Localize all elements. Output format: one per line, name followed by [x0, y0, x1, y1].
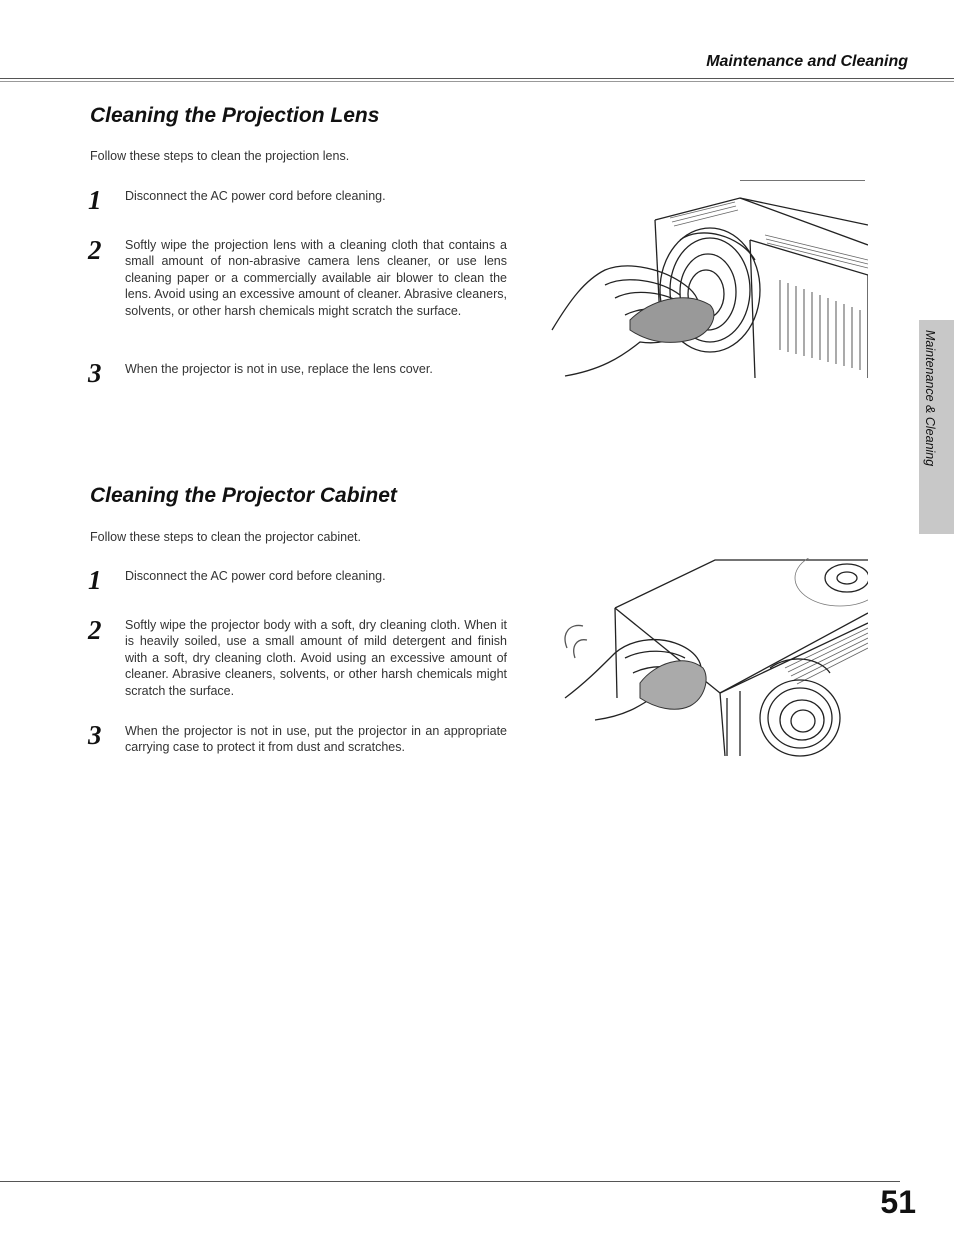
footer-rule — [0, 1181, 900, 1182]
cabinet-step-1-text: Disconnect the AC power cord before cleaning. — [125, 569, 386, 583]
running-header: Maintenance and Cleaning — [706, 53, 908, 70]
cabinet-section-intro: Follow these steps to clean the projector cabinet. — [90, 530, 361, 544]
lens-step-1-text: Disconnect the AC power cord before cleaning. — [125, 189, 386, 203]
cabinet-step-2-text: Softly wipe the projector body with a soft, dry cleaning cloth. When it is heavily soiled, use a small amount of mild detergent and finish with a soft, dry cleaning cloth. Avoid using an excessive amount of cleaner. Abrasive cleaners, solvents, or other harsh chemicals might scratch the surface. — [125, 618, 507, 698]
chapter-side-tab — [919, 320, 954, 534]
header-rule — [0, 78, 954, 79]
cabinet-step-1-number: 1 — [88, 565, 102, 595]
lens-section-title: Cleaning the Projection Lens — [90, 104, 380, 127]
cabinet-step-2-number: 2 — [88, 615, 102, 645]
header-rule-thin — [0, 81, 954, 82]
cabinet-cleaning-illustration — [555, 558, 868, 758]
lens-step-3-number: 3 — [88, 358, 102, 388]
cabinet-section-title: Cleaning the Projector Cabinet — [90, 484, 397, 507]
page-number: 51 — [880, 1184, 916, 1220]
lens-cleaning-illustration — [550, 180, 868, 378]
lens-step-3-text: When the projector is not in use, replace the lens cover. — [125, 362, 433, 376]
cabinet-step-3-number: 3 — [88, 720, 102, 750]
chapter-side-tab-label: Maintenance & Cleaning — [923, 330, 937, 467]
lens-step-1-number: 1 — [88, 185, 102, 215]
lens-step-2-number: 2 — [88, 235, 102, 265]
cabinet-step-3-text: When the projector is not in use, put the projector in an appropriate carrying case to protect it from dust and scratches. — [125, 724, 507, 755]
lens-step-2-text: Softly wipe the projection lens with a cleaning cloth that contains a small amount of non-abrasive camera lens cleaner, or use lens cleaning paper or a commercially available air blower to clean the lens. Avoid using an excessive amount of cleaner. Abrasive cleaners, solvents, or other harsh chemicals might scratch the surface. — [125, 238, 507, 318]
lens-section-intro: Follow these steps to clean the projection lens. — [90, 149, 350, 163]
